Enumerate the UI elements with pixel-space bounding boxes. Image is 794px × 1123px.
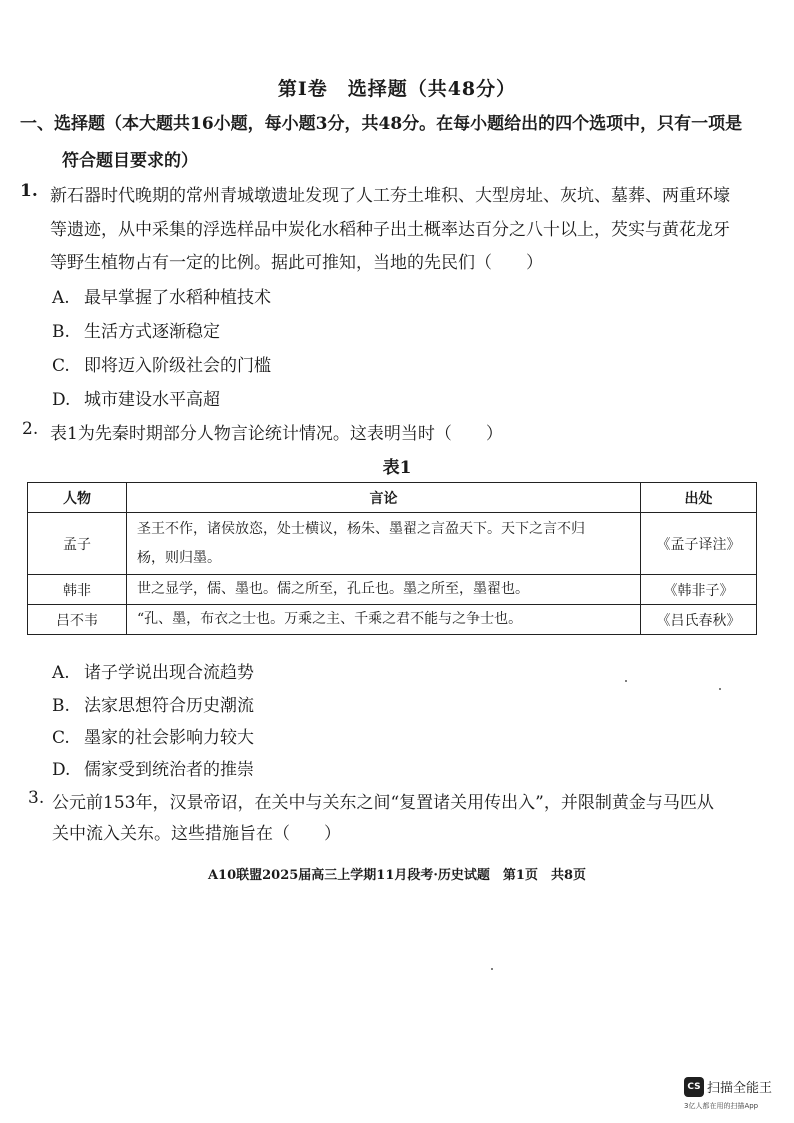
option-label: D. [52,760,71,780]
option-c [52,723,254,748]
cell-source: 《韩非子》 [641,575,757,605]
option-b [52,691,254,716]
option-d [52,755,254,780]
watermark-subtitle: 3亿人都在用的扫描App [684,1102,759,1110]
statements-table [27,482,757,635]
option-text: 即将迈入阶级社会的门槛 [84,356,271,376]
question-number: 2. [22,419,39,439]
option-label: A. [52,288,70,308]
statement-line: 杨，则归墨。 [137,549,221,566]
option-text: 法家思想符合历史潮流 [84,696,254,716]
section-heading-line2: 符合题目要求的） [62,151,198,171]
column-header-source: 出处 [641,483,757,513]
cell-source: 《孟子译注》 [641,513,757,575]
cell-person: 韩非 [28,575,127,605]
question-1-line-3: 等野生植物占有一定的比例。据此可推知，当地的先民们（ ） [50,253,543,273]
scan-speck [491,968,493,970]
question-1-line-2: 等遗迹，从中采集的浮选样品中炭化水稻种子出土概率达百分之八十以上，芡实与黄花龙牙 [50,220,730,240]
option-label: A. [52,663,70,683]
cell-person: 吕不韦 [28,605,127,635]
option-text: 儒家受到统治者的推崇 [84,760,254,780]
question-number: 3. [28,788,45,808]
option-text: 最早掌握了水稻种植技术 [84,288,271,308]
question-3-line-1: 公元前153年，汉景帝诏，在关中与关东之间“复置诸关用传出入”，并限制黄金与马匹从 [52,793,714,813]
cell-statement: “孔、墨，布衣之士也。万乘之主、千乘之君不能与之争士也。 [127,605,641,635]
option-a [52,283,271,308]
scanner-watermark [684,1076,773,1110]
option-text: 诸子学说出现合流趋势 [84,663,254,683]
option-label: C. [52,356,70,376]
cell-statement: 世之显学，儒、墨也。儒之所至，孔丘也。墨之所至，墨翟也。 [127,575,641,605]
option-c [52,351,271,376]
option-b [52,317,220,342]
option-d [52,385,220,410]
question-1-line-1: 新石器时代晚期的常州青城墩遗址发现了人工夯土堆积、大型房址、灰坑、墓葬、两重环壕 [50,186,730,206]
table-header-row [28,483,757,513]
statement-line: 圣王不作，诸侯放恣，处士横议，杨朱、墨翟之言盈天下。天下之言不归 [137,520,585,537]
table-row [28,605,757,635]
option-label: B. [52,322,70,342]
paper-title: 第Ⅰ卷 选择题（共48分） [277,78,517,100]
question-number: 1. [20,181,38,201]
option-text: 生活方式逐渐稳定 [84,322,220,342]
option-label: C. [52,728,70,748]
option-text: 墨家的社会影响力较大 [84,728,254,748]
watermark-name: 扫描全能王 [707,1081,773,1096]
scan-speck [719,688,721,690]
table-row [28,575,757,605]
page-footer: A10联盟2025届高三上学期11月段考·历史试题 第1页 共8页 [207,868,587,883]
question-3-line-2: 关中流入关东。这些措施旨在（ ） [52,824,341,844]
question-2-line-1: 表1为先秦时期部分人物言论统计情况。这表明当时（ ） [50,424,503,444]
cell-source: 《吕氏春秋》 [641,605,757,635]
table-row [28,513,757,575]
column-header-statement: 言论 [127,483,641,513]
option-text: 城市建设水平高超 [84,390,220,410]
section-heading-line1: 一、选择题（本大题共16小题，每小题3分，共48分。在每小题给出的四个选项中，只有一项是 [20,114,743,134]
scanner-logo-icon: CS [684,1077,704,1097]
table-caption: 表1 [382,458,412,478]
option-label: B. [52,696,70,716]
cell-statement [127,513,641,575]
column-header-person: 人物 [28,483,127,513]
cell-person: 孟子 [28,513,127,575]
scan-speck [625,680,627,682]
option-a [52,658,254,683]
option-label: D. [52,390,71,410]
